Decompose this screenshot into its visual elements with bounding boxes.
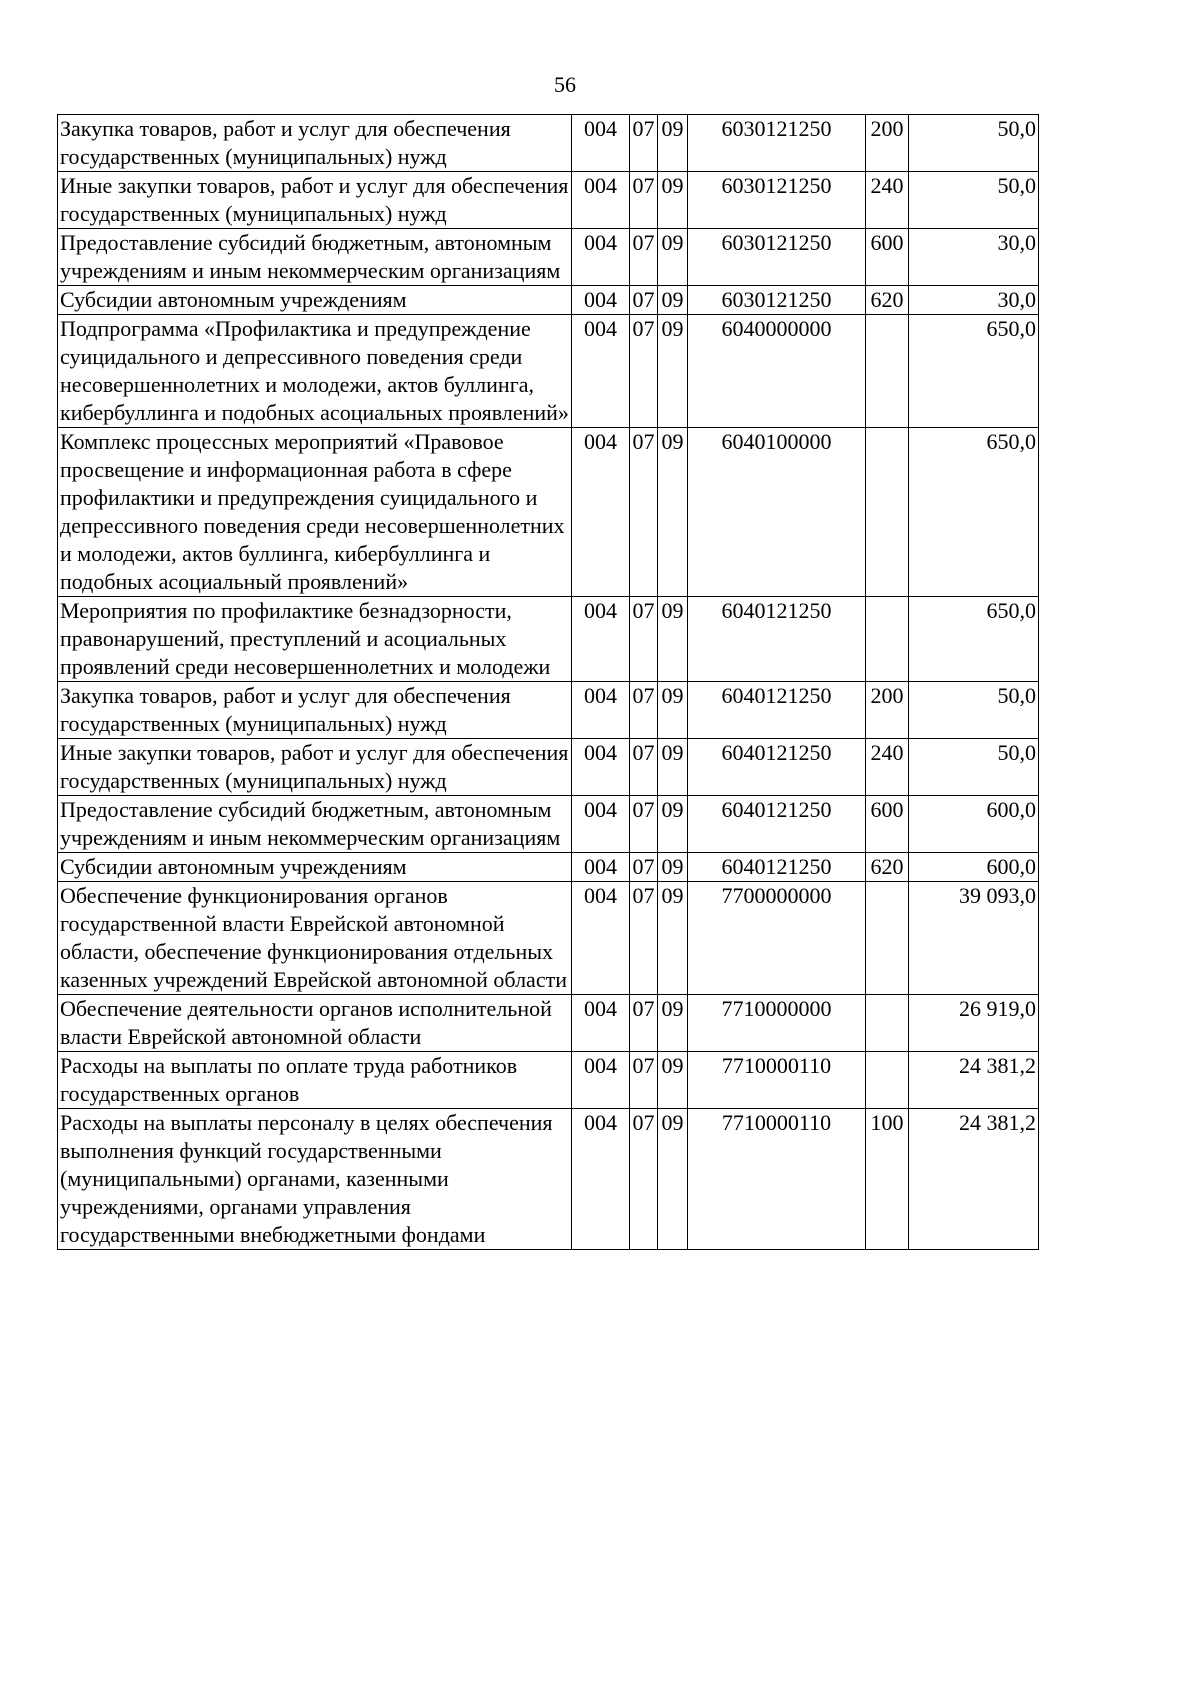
row-amount: 50,0 — [909, 115, 1039, 172]
page-number: 56 — [554, 72, 576, 97]
table-row — [58, 882, 1039, 995]
row-section-code: 07 — [630, 739, 658, 796]
row-name: Обеспечение функционирования органов государственной власти Еврейской автономной области, обеспечение функционирования отдельных казенных учреждений Еврейской автономной области — [58, 882, 572, 995]
row-department-code: 004 — [572, 315, 630, 428]
row-name: Расходы на выплаты персоналу в целях обеспечения выполнения функций государственными (муниципальными) органами, казенными учреждениями, органами управления государственными внебюджетными фондами — [58, 1109, 572, 1250]
row-target-article-code: 6030121250 — [688, 286, 866, 315]
table-row — [58, 995, 1039, 1052]
table-row — [58, 172, 1039, 229]
row-department-code: 004 — [572, 1109, 630, 1250]
row-amount: 50,0 — [909, 172, 1039, 229]
row-expense-type-code: 240 — [866, 172, 909, 229]
row-subsection-code: 09 — [658, 995, 688, 1052]
row-name: Расходы на выплаты по оплате труда работников государственных органов — [58, 1052, 572, 1109]
row-section-code: 07 — [630, 428, 658, 597]
row-amount: 50,0 — [909, 682, 1039, 739]
row-name: Подпрограмма «Профилактика и предупреждение суицидального и депрессивного поведения среди несовершеннолетних и молодежи, актов буллинга, кибербуллинга и подобных асоциальных проявлений» — [58, 315, 572, 428]
row-name: Иные закупки товаров, работ и услуг для обеспечения государственных (муниципальных) нужд — [58, 739, 572, 796]
row-subsection-code: 09 — [658, 853, 688, 882]
row-name: Субсидии автономным учреждениям — [58, 853, 572, 882]
row-subsection-code: 09 — [658, 229, 688, 286]
row-name: Предоставление субсидий бюджетным, автономным учреждениям и иным некоммерческим организациям — [58, 796, 572, 853]
row-name: Закупка товаров, работ и услуг для обеспечения государственных (муниципальных) нужд — [58, 115, 572, 172]
row-expense-type-code: 600 — [866, 796, 909, 853]
row-department-code: 004 — [572, 882, 630, 995]
row-subsection-code: 09 — [658, 796, 688, 853]
row-expense-type-code — [866, 1052, 909, 1109]
row-name: Предоставление субсидий бюджетным, автономным учреждениям и иным некоммерческим организациям — [58, 229, 572, 286]
table-row — [58, 286, 1039, 315]
row-department-code: 004 — [572, 428, 630, 597]
row-department-code: 004 — [572, 682, 630, 739]
row-target-article-code: 6040121250 — [688, 739, 866, 796]
row-subsection-code: 09 — [658, 597, 688, 682]
row-name: Обеспечение деятельности органов исполнительной власти Еврейской автономной области — [58, 995, 572, 1052]
row-target-article-code: 6030121250 — [688, 229, 866, 286]
row-target-article-code: 7700000000 — [688, 882, 866, 995]
row-amount: 24 381,2 — [909, 1052, 1039, 1109]
table-row — [58, 597, 1039, 682]
row-subsection-code: 09 — [658, 115, 688, 172]
row-section-code: 07 — [630, 1052, 658, 1109]
row-section-code: 07 — [630, 882, 658, 995]
row-name: Закупка товаров, работ и услуг для обеспечения государственных (муниципальных) нужд — [58, 682, 572, 739]
row-expense-type-code: 200 — [866, 682, 909, 739]
row-amount: 650,0 — [909, 315, 1039, 428]
row-target-article-code: 6040121250 — [688, 597, 866, 682]
row-amount: 650,0 — [909, 597, 1039, 682]
table-row — [58, 682, 1039, 739]
row-target-article-code: 6040121250 — [688, 682, 866, 739]
row-expense-type-code — [866, 995, 909, 1052]
row-target-article-code: 7710000110 — [688, 1052, 866, 1109]
row-subsection-code: 09 — [658, 1052, 688, 1109]
row-section-code: 07 — [630, 172, 658, 229]
row-name: Мероприятия по профилактике безнадзорности, правонарушений, преступлений и асоциальных проявлений среди несовершеннолетних и молодежи — [58, 597, 572, 682]
row-amount: 650,0 — [909, 428, 1039, 597]
row-target-article-code: 6030121250 — [688, 172, 866, 229]
row-section-code: 07 — [630, 229, 658, 286]
row-name: Субсидии автономным учреждениям — [58, 286, 572, 315]
row-section-code: 07 — [630, 1109, 658, 1250]
row-section-code: 07 — [630, 853, 658, 882]
row-department-code: 004 — [572, 229, 630, 286]
row-amount: 26 919,0 — [909, 995, 1039, 1052]
table-row — [58, 796, 1039, 853]
row-name: Иные закупки товаров, работ и услуг для обеспечения государственных (муниципальных) нужд — [58, 172, 572, 229]
row-target-article-code: 6040100000 — [688, 428, 866, 597]
table-row — [58, 315, 1039, 428]
row-section-code: 07 — [630, 682, 658, 739]
row-subsection-code: 09 — [658, 682, 688, 739]
table-row — [58, 739, 1039, 796]
row-subsection-code: 09 — [658, 1109, 688, 1250]
row-section-code: 07 — [630, 115, 658, 172]
row-target-article-code: 6040121250 — [688, 796, 866, 853]
budget-table — [57, 114, 1039, 1250]
row-department-code: 004 — [572, 286, 630, 315]
row-department-code: 004 — [572, 115, 630, 172]
row-section-code: 07 — [630, 286, 658, 315]
row-target-article-code: 6030121250 — [688, 115, 866, 172]
row-department-code: 004 — [572, 796, 630, 853]
row-expense-type-code — [866, 428, 909, 597]
row-section-code: 07 — [630, 597, 658, 682]
row-expense-type-code: 100 — [866, 1109, 909, 1250]
row-amount: 600,0 — [909, 853, 1039, 882]
row-subsection-code: 09 — [658, 882, 688, 995]
table-row — [58, 1109, 1039, 1250]
row-amount: 30,0 — [909, 229, 1039, 286]
row-department-code: 004 — [572, 1052, 630, 1109]
table-row — [58, 229, 1039, 286]
table-row — [58, 1052, 1039, 1109]
row-amount: 24 381,2 — [909, 1109, 1039, 1250]
row-name: Комплекс процессных мероприятий «Правовое просвещение и информационная работа в сфере профилактики и предупреждения суицидального и депрессивного поведения среди несовершеннолетних и молодежи, актов буллинга, кибербуллинга и подобных асоциальный проявлений» — [58, 428, 572, 597]
row-subsection-code: 09 — [658, 315, 688, 428]
row-subsection-code: 09 — [658, 739, 688, 796]
row-target-article-code: 6040000000 — [688, 315, 866, 428]
row-subsection-code: 09 — [658, 428, 688, 597]
row-subsection-code: 09 — [658, 172, 688, 229]
row-department-code: 004 — [572, 739, 630, 796]
row-expense-type-code: 620 — [866, 286, 909, 315]
row-department-code: 004 — [572, 172, 630, 229]
row-expense-type-code: 620 — [866, 853, 909, 882]
row-target-article-code: 6040121250 — [688, 853, 866, 882]
row-section-code: 07 — [630, 796, 658, 853]
row-expense-type-code — [866, 597, 909, 682]
row-expense-type-code — [866, 882, 909, 995]
table-row — [58, 853, 1039, 882]
row-expense-type-code — [866, 315, 909, 428]
row-section-code: 07 — [630, 995, 658, 1052]
row-department-code: 004 — [572, 853, 630, 882]
row-expense-type-code: 200 — [866, 115, 909, 172]
row-amount: 30,0 — [909, 286, 1039, 315]
table-row — [58, 115, 1039, 172]
row-target-article-code: 7710000110 — [688, 1109, 866, 1250]
row-amount: 50,0 — [909, 739, 1039, 796]
row-section-code: 07 — [630, 315, 658, 428]
row-amount: 600,0 — [909, 796, 1039, 853]
row-amount: 39 093,0 — [909, 882, 1039, 995]
table-row — [58, 428, 1039, 597]
row-target-article-code: 7710000000 — [688, 995, 866, 1052]
row-subsection-code: 09 — [658, 286, 688, 315]
row-department-code: 004 — [572, 995, 630, 1052]
row-expense-type-code: 240 — [866, 739, 909, 796]
row-department-code: 004 — [572, 597, 630, 682]
row-expense-type-code: 600 — [866, 229, 909, 286]
